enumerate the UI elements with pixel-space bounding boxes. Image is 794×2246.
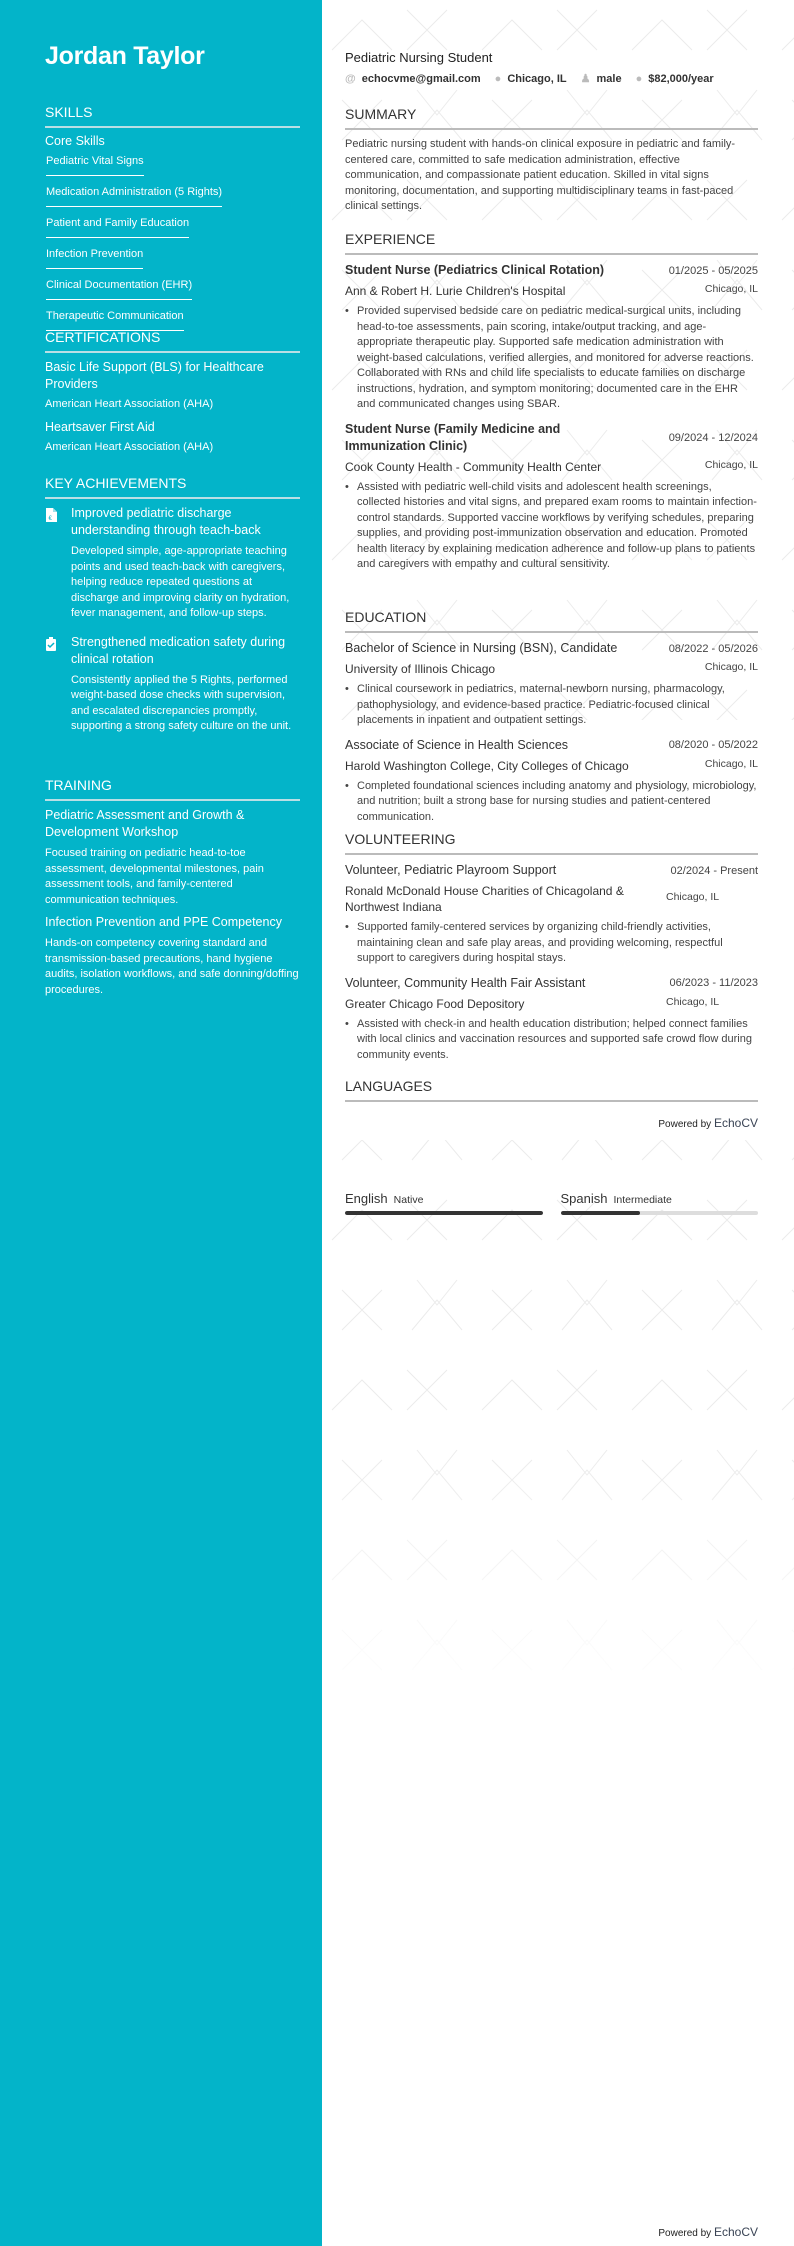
skill-label: Clinical Documentation (EHR): [46, 279, 192, 300]
role: Volunteer, Pediatric Playroom Support: [345, 863, 557, 877]
language-name: English: [345, 1191, 388, 1206]
clipboard-check-icon: [45, 634, 71, 741]
education-item: [345, 737, 758, 826]
proficiency-fill: [345, 1211, 543, 1215]
achievement-desc: Developed simple, age-appropriate teaching points and used teach-back with caregivers, helping reduce repeated questions at discharge and improving clarity on hydration, fever management, and follow-up steps.: [71, 545, 290, 619]
achievement-item: [45, 505, 300, 628]
volunteering-section: [345, 831, 758, 1071]
degree: Bachelor of Science in Nursing (BSN), Candidate: [345, 641, 618, 655]
experience-heading: EXPERIENCE: [345, 231, 758, 255]
document-icon: [45, 505, 71, 628]
skills-group-label: Core Skills: [45, 134, 105, 148]
role: Student Nurse (Pediatrics Clinical Rotation): [345, 263, 605, 277]
dates: 02/2024 - Present: [670, 864, 758, 877]
bullet: • Clinical coursework in pediatrics, maternal-newborn nursing, pharmacology, pathophysiology, and evidence-based practice. Pediatric-focused clinical placements in inpatient and outpatient settings.: [345, 682, 758, 729]
email[interactable]: echocvme@gmail.com: [361, 72, 481, 85]
brand-link[interactable]: EchoCV: [713, 2225, 758, 2239]
school: Harold Washington College, City Colleges of Chicago: [345, 758, 629, 773]
organization: Cook County Health - Community Health Center: [345, 459, 602, 474]
location: Chicago, IL: [666, 891, 720, 903]
achievement-desc: Consistently applied the 5 Rights, performed weight-based dose checks with supervision, and escalated discrepancies promptly, supporting a strong safety culture on the unit.: [71, 673, 292, 732]
cert-org: American Heart Association (AHA): [45, 441, 214, 453]
location: Chicago, IL: [704, 458, 758, 471]
degree: Associate of Science in Health Sciences: [345, 737, 569, 752]
dates: 01/2025 - 05/2025: [668, 264, 758, 277]
languages-heading: LANGUAGES: [345, 1078, 758, 1102]
training-heading: TRAINING: [45, 777, 300, 801]
email-icon: @: [345, 72, 356, 85]
role: Student Nurse (Family Medicine and Immunization Clinic): [345, 421, 561, 453]
powered-by: [658, 1116, 758, 1130]
organization: Ann & Robert H. Lurie Children's Hospital: [345, 284, 566, 298]
achievement-title: Improved pediatric discharge understanding through teach-back: [71, 506, 261, 537]
proficiency-bar: [561, 1211, 759, 1215]
languages-list: [345, 1190, 758, 1215]
location: Chicago, IL: [704, 283, 758, 295]
training-section: [45, 777, 300, 1004]
brand-link[interactable]: EchoCV: [713, 1116, 758, 1130]
organization: Ronald McDonald House Charities of Chicagoland & Northwest Indiana: [345, 884, 624, 914]
bullet: • Assisted with pediatric well-child visits and adolescent health screenings, collected histories and vital signs, and prepared exam rooms to maintain infection-control standards. Supported vaccine workflows by verifying schedules, preparing supplies, and providing post-immunization observation and education. Promoted health literacy by explaining medication adherence and follow-up plans to patients and caregivers with empathy and cultural sensitivity.: [345, 480, 758, 573]
education-item: [345, 640, 758, 729]
bullet: • Completed foundational sciences including anatomy and physiology, microbiology, and nutrition; built a strong base for nursing studies and patient-centered communication.: [345, 779, 758, 826]
summary-text: Pediatric nursing student with hands-on clinical exposure in pediatric and family-centered care, committed to safe medication administration, effective communication, and compassionate patient education. Skilled in vital signs monitoring, documentation, and supporting multidisciplinary teams in fast-paced clinical settings.: [345, 138, 736, 212]
education-section: [345, 609, 758, 833]
achievement-title: Strengthened medication safety during clinical rotation: [71, 634, 286, 666]
language-level: Intermediate: [613, 1194, 672, 1206]
location-pin-icon: ●: [494, 72, 502, 85]
bullet: • Supported family-centered services by organizing child-friendly activities, maintaining clean and safe play areas, and providing welcoming, respectful support to caregivers during hospital stays.: [345, 920, 758, 967]
volunteering-item: [345, 975, 758, 1064]
powered-by-label: Powered by: [658, 1119, 712, 1130]
skill-label: Medication Administration (5 Rights): [46, 186, 222, 207]
person-icon: ♟: [580, 73, 591, 85]
cert-org: American Heart Association (AHA): [45, 398, 214, 410]
summary-section: [345, 106, 758, 215]
role: Volunteer, Community Health Fair Assistant: [345, 975, 586, 990]
language-item: [345, 1190, 543, 1215]
school: University of Illinois Chicago: [345, 662, 496, 676]
training-desc: Focused training on pediatric head-to-toe assessment, developmental milestones, pain assessment tools, and family-centered communication techniques.: [45, 847, 264, 906]
powered-by: [658, 2225, 758, 2239]
organization: Greater Chicago Food Depository: [345, 996, 525, 1011]
proficiency-fill: [561, 1211, 640, 1215]
skill-label: Therapeutic Communication: [46, 310, 184, 331]
candidate-name: Jordan Taylor: [45, 42, 205, 70]
bullet: • Assisted with check-in and health education distribution; helped connect families with local clinics and vaccination resources and supported safe crowd flow during community events.: [345, 1017, 758, 1064]
skills-section: [45, 104, 300, 337]
training-title: Infection Prevention and PPE Competency: [45, 915, 282, 929]
achievement-item: [45, 634, 300, 741]
proficiency-bar: [345, 1211, 543, 1215]
achievements-section: [45, 475, 300, 741]
language-name: Spanish: [560, 1191, 608, 1206]
dates: 08/2020 - 05/2022: [668, 739, 758, 751]
location: Chicago, IL: [704, 757, 758, 770]
volunteering-heading: VOLUNTEERING: [345, 831, 758, 855]
language-item: [561, 1190, 759, 1215]
certifications-heading: CERTIFICATIONS: [45, 329, 300, 353]
achievements-heading: KEY ACHIEVEMENTS: [45, 475, 300, 499]
skill-label: Patient and Family Education: [46, 217, 189, 238]
dates: 06/2023 - 11/2023: [669, 977, 758, 989]
skill-item: [45, 244, 300, 275]
dates: 09/2024 - 12/2024: [668, 431, 758, 444]
skill-item: [45, 151, 300, 182]
money-icon: ●: [635, 72, 643, 85]
location: Chicago, IL: [666, 995, 720, 1008]
summary-heading: SUMMARY: [345, 106, 758, 130]
dates: 08/2022 - 05/2026: [668, 642, 758, 655]
language-level: Native: [393, 1194, 424, 1206]
experience-item: [345, 421, 758, 573]
cert-name: Heartsaver First Aid: [45, 420, 155, 434]
salary: $82,000/year: [648, 72, 714, 85]
contact-row: [345, 72, 758, 85]
cert-name: Basic Life Support (BLS) for Healthcare Providers: [45, 360, 264, 391]
skills-heading: SKILLS: [45, 104, 300, 128]
skill-item: [45, 182, 300, 213]
certifications-section: [45, 329, 300, 462]
skill-label: Pediatric Vital Signs: [46, 155, 144, 176]
job-title: Pediatric Nursing Student: [345, 50, 493, 65]
volunteering-item: [345, 862, 758, 967]
svg-text:€: €: [48, 516, 52, 522]
skill-label: Infection Prevention: [46, 248, 143, 269]
location: Chicago, IL: [704, 661, 758, 673]
training-title: Pediatric Assessment and Growth & Development Workshop: [45, 808, 245, 839]
bullet: • Provided supervised bedside care on pediatric medical-surgical units, including head-to-toe assessments, pain scoring, intake/output tracking, and age-appropriate therapeutic play. Supported safe medication administration with weight-based calculations, verified allergies, and monitored for adverse reactions. Collaborated with RNs and child life specialists to educate families on discharge instructions, hydration, and symptom monitoring; documented care in the EHR and communicated changes using SBAR.: [345, 304, 758, 413]
powered-by-label: Powered by: [658, 2228, 712, 2239]
location: Chicago, IL: [507, 72, 567, 85]
experience-item: [345, 262, 758, 413]
training-desc: Hands-on competency covering standard and transmission-based precautions, hand hygiene audits, isolation workflows, and safe donning/doffing procedures.: [45, 937, 299, 996]
education-heading: EDUCATION: [345, 609, 758, 633]
gender: male: [596, 72, 622, 85]
skill-item: [45, 275, 300, 306]
experience-section: [345, 231, 758, 581]
skill-item: [45, 213, 300, 244]
languages-section: [345, 1078, 758, 1109]
